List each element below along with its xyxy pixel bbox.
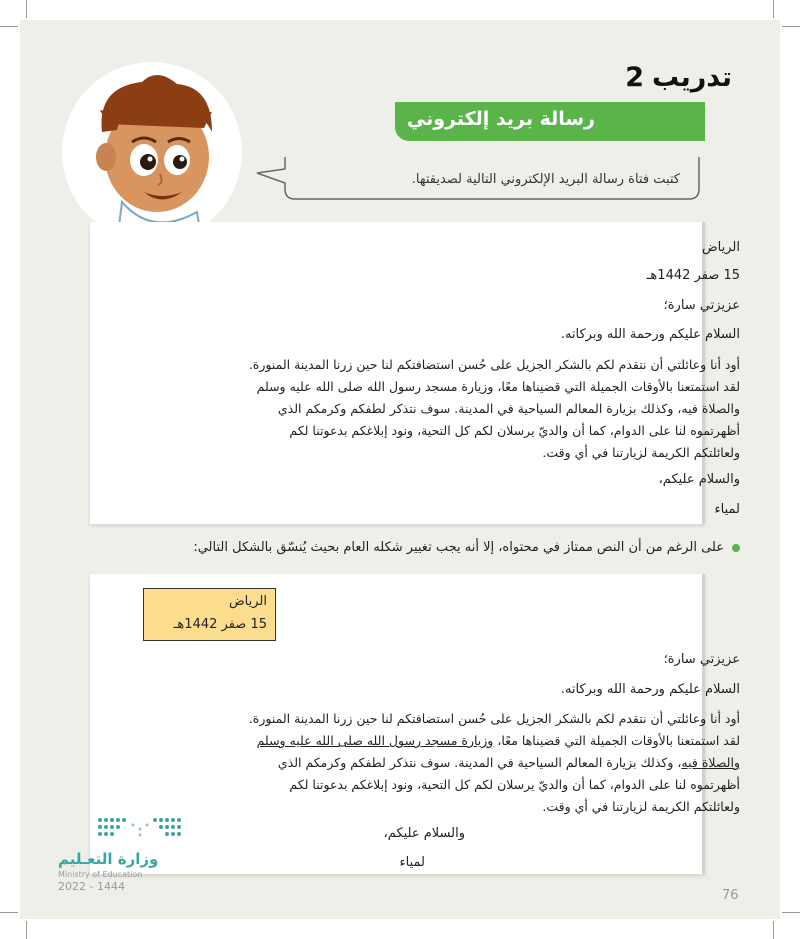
- body-line: ولعائلتكم الكريمة لزيارتنا في أي وقت.: [542, 799, 740, 814]
- exercise-title: [625, 62, 732, 93]
- instruction-text: كتبت فتاة رسالة البريد الإلكتروني التالية لصديقتها.: [411, 172, 680, 187]
- letter-date: 15 صفر 1442هـ: [646, 268, 740, 283]
- ministry-year: 2022 - 1444: [58, 880, 125, 893]
- title-number: 2: [625, 62, 644, 93]
- ministry-name-ar: وزارة التعـليم: [58, 850, 159, 868]
- formatted-date: 15 صفر 1442هـ: [173, 617, 267, 632]
- boy-character-illustration: [62, 62, 242, 242]
- crop-mark: [782, 26, 800, 27]
- letter-greeting: السلام عليكم ورحمة الله وبركاته.: [560, 327, 740, 342]
- body-line: أود أنا وعائلتي أن نتقدم لكم بالشكر الجزيل على حُسن استضافتكم لنا حين زرنا المدينة المنورة.: [248, 711, 740, 726]
- title-word: تدريب: [652, 62, 732, 93]
- ministry-name-en: Ministry of Education: [58, 870, 143, 879]
- crop-mark: [773, 921, 774, 939]
- formatted-city: الرياض: [228, 594, 267, 609]
- formatted-signature: لمياء: [399, 855, 425, 870]
- formatted-greeting: السلام عليكم ورحمة الله وبركاته.: [560, 682, 740, 697]
- subtitle-banner: [395, 102, 705, 141]
- subtitle-text: رسالة بريد إلكتروني: [406, 108, 595, 130]
- letter-salutation: عزيزتي سارة؛: [663, 298, 740, 313]
- crop-mark: [782, 912, 800, 913]
- ministry-logo-icon: [95, 815, 185, 840]
- boy-face-icon: [62, 62, 242, 242]
- note-text: على الرغم من أن النص ممتاز في محتواه، إلا أنه يجب تغيير شكله العام بحيث يُنسّق بالشكل التالي:: [193, 540, 724, 555]
- body-text: ، وكذلك بزيارة المعالم السياحية في المدينة. سوف نتذكر لطفكم وكرمكم الذي: [277, 755, 682, 770]
- letter-city: الرياض: [701, 240, 740, 255]
- body-text: لقد استمتعنا بالأوقات الجميلة التي قضيناها معًا،: [493, 733, 740, 748]
- body-line: ولعائلتكم الكريمة لزيارتنا في أي وقت.: [542, 445, 740, 460]
- crop-mark: [773, 0, 774, 18]
- body-line: لقد استمتعنا بالأوقات الجميلة التي قضيناها معًا، وزيارة مسجد رسول الله صلى الله عليه وسلم: [256, 379, 740, 394]
- crop-mark: [26, 0, 27, 18]
- crop-mark: [26, 921, 27, 939]
- body-line: أود أنا وعائلتي أن نتقدم لكم بالشكر الجزيل على حُسن استضافتكم لنا حين زرنا المدينة المنورة.: [248, 357, 740, 372]
- formatted-closing: والسلام عليكم،: [383, 826, 465, 841]
- date-highlight-box: [143, 588, 276, 641]
- formatted-body: [249, 708, 740, 818]
- crop-mark: [0, 912, 18, 913]
- body-line: أظهرتموه لنا على الدوام، كما أن والديّ يرسلان لكم كل التحية، ونود إبلاغكم بدعوتنا لكم: [289, 777, 740, 792]
- formatted-salutation: عزيزتي سارة؛: [663, 652, 740, 667]
- underlined-text: والصلاة فيه: [681, 755, 740, 770]
- letter-signature: لمياء: [714, 502, 740, 517]
- body-line: [249, 730, 740, 752]
- letter-body: [249, 354, 740, 464]
- page-number: 76: [722, 888, 739, 903]
- letter-closing: والسلام عليكم،: [658, 472, 740, 487]
- body-line: [249, 752, 740, 774]
- formatting-note: [193, 540, 740, 555]
- underlined-text: وزيارة مسجد رسول الله صلى الله عليه وسلم: [256, 733, 494, 748]
- body-line: أظهرتموه لنا على الدوام، كما أن والديّ يرسلان لكم كل التحية، ونود إبلاغكم بدعوتنا لكم: [289, 423, 740, 438]
- crop-mark: [0, 26, 18, 27]
- body-line: والصلاة فيه، وكذلك بزيارة المعالم السياحية في المدينة. سوف نتذكر لطفكم وكرمكم الذي: [277, 401, 740, 416]
- bullet-icon: [732, 544, 740, 552]
